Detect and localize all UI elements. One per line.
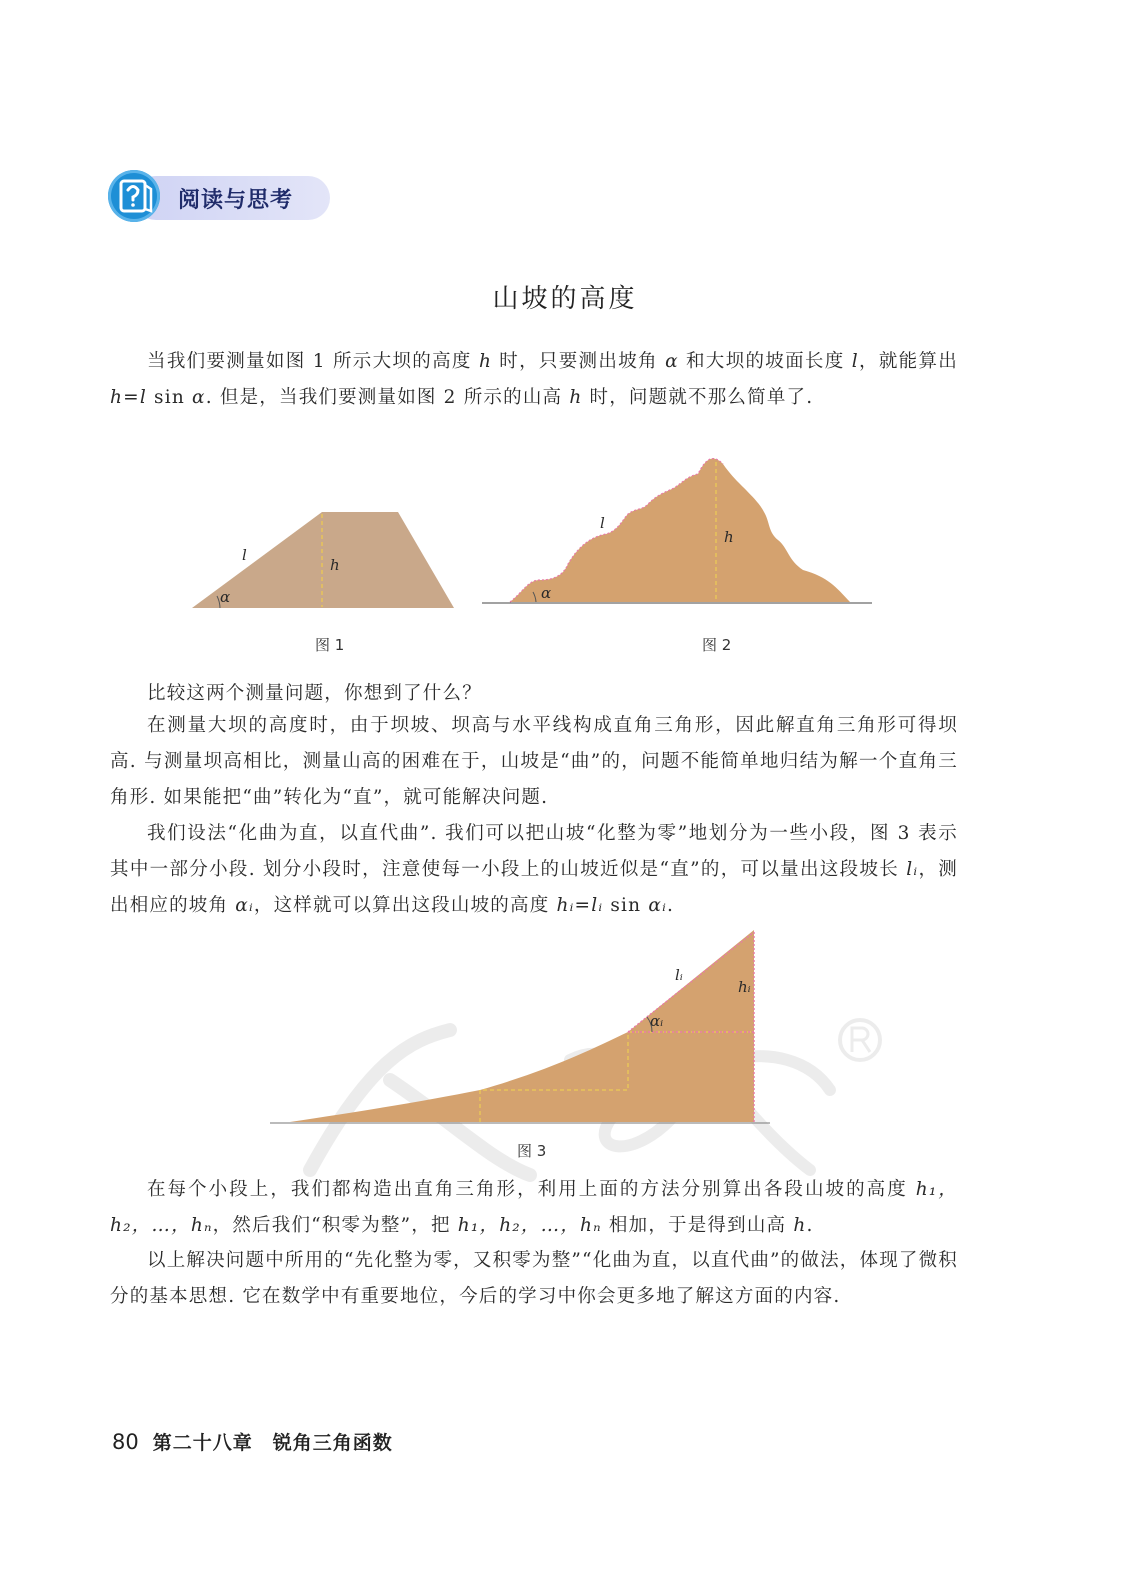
math-h-list: h₁，h₂，…，hₙ [457, 1215, 602, 1236]
sum-text: . [806, 1215, 814, 1236]
math-formula: h=l [110, 387, 147, 408]
math-li: lᵢ [906, 859, 919, 880]
math-alphai: αᵢ [235, 895, 254, 916]
method-paragraph [110, 816, 958, 924]
sum-paragraph [110, 1172, 958, 1244]
intro-text: 时，只要测出坡角 [492, 351, 666, 372]
fig2-label-h: h [724, 528, 734, 546]
conclusion-paragraph: 以上解决问题中所用的“先化整为零，又积零为整”“化曲为直，以直代曲”的做法，体现了微积分的基本思想. 它在数学中有重要地位，今后的学习中你会更多地了解这方面的内容. [110, 1250, 958, 1307]
figure-2-mountain [478, 452, 878, 612]
math-h-list: h₁，h₂，…，hₙ [110, 1179, 958, 1236]
method-text: . [667, 895, 675, 916]
fig3-label-hi: hᵢ [738, 978, 751, 996]
math-alpha: α [665, 351, 679, 372]
dam-shape [192, 512, 454, 608]
method-text: sin [603, 895, 649, 916]
sum-text: 相加，于是得到山高 [601, 1215, 794, 1236]
page-footer [112, 1428, 393, 1455]
section-tag [108, 170, 330, 224]
fig2-caption: 图 2 [702, 636, 732, 654]
fig3-caption: 图 3 [517, 1142, 547, 1160]
method-text: ，这样就可以算出这段山坡的高度 [253, 895, 557, 916]
math-l: l [851, 351, 859, 372]
math-h: h [569, 387, 583, 408]
intro-paragraph [110, 344, 958, 416]
math-h: h [793, 1215, 807, 1236]
fig1-label-alpha: α [220, 588, 231, 606]
intro-text: ，就能算出 [858, 351, 959, 372]
slope-shape [290, 930, 754, 1122]
math-h: h [478, 351, 493, 372]
method-text: ，测出相应的坡角 [110, 859, 958, 916]
figure-3-slope-segments [270, 920, 770, 1130]
figure-1-dam [180, 490, 470, 620]
fig1-label-l: l [242, 546, 247, 564]
chapter-title: 第二十八章 锐角三角函数 [152, 1432, 393, 1454]
intro-text: 时，问题就不那么简单了. [582, 387, 814, 408]
math-alphai: αᵢ [648, 895, 667, 916]
sum-text: 在每个小段上，我们都构造出直角三角形，利用上面的方法分别算出各段山坡的高度 [147, 1179, 916, 1200]
method-text: 我们设法“化曲为直，以直代曲”. 我们可以把山坡“化整为零”地划分为一些小段，图 3 表示其中一部分小段. 划分小段时，注意使每一小段上的山坡近似是“直”的，可以量出这段坡长 [110, 823, 958, 880]
fig3-label-alphai: αᵢ [650, 1012, 664, 1030]
page-number: 80 [112, 1430, 139, 1454]
section-tag-label: 阅读与思考 [178, 188, 294, 213]
intro-text: 和大坝的坡面长度 [678, 351, 852, 372]
fig2-label-l: l [600, 514, 605, 532]
dam-explanation-paragraph: 在测量大坝的高度时，由于坝坡、坝高与水平线构成直角三角形，因此解直角三角形可得坝高. 与测量坝高相比，测量山高的困难在于，山坡是“曲”的，问题不能简单地归结为解一个直角三角形. 如果能把“曲”转化为“直”，就可能解决问题. [110, 715, 958, 808]
math-alpha: α [192, 387, 206, 408]
fig1-caption: 图 1 [315, 636, 345, 654]
mountain-shape [510, 459, 850, 602]
sum-text: ，然后我们“积零为整”，把 [212, 1215, 458, 1236]
fig1-label-h: h [330, 556, 340, 574]
math-formula: hᵢ=lᵢ [556, 895, 604, 916]
page-title: 山坡的高度 [492, 284, 638, 314]
fig2-label-alpha: α [541, 584, 552, 602]
intro-text: . 但是，当我们要测量如图 2 所示的山高 [205, 387, 570, 408]
fig3-label-li: lᵢ [675, 966, 683, 984]
intro-text: sin [146, 387, 193, 408]
intro-text: 当我们要测量如图 1 所示大坝的高度 [147, 351, 479, 372]
question-paragraph: 比较这两个测量问题，你想到了什么？ [147, 683, 482, 704]
question-mark-book-icon [108, 170, 160, 222]
